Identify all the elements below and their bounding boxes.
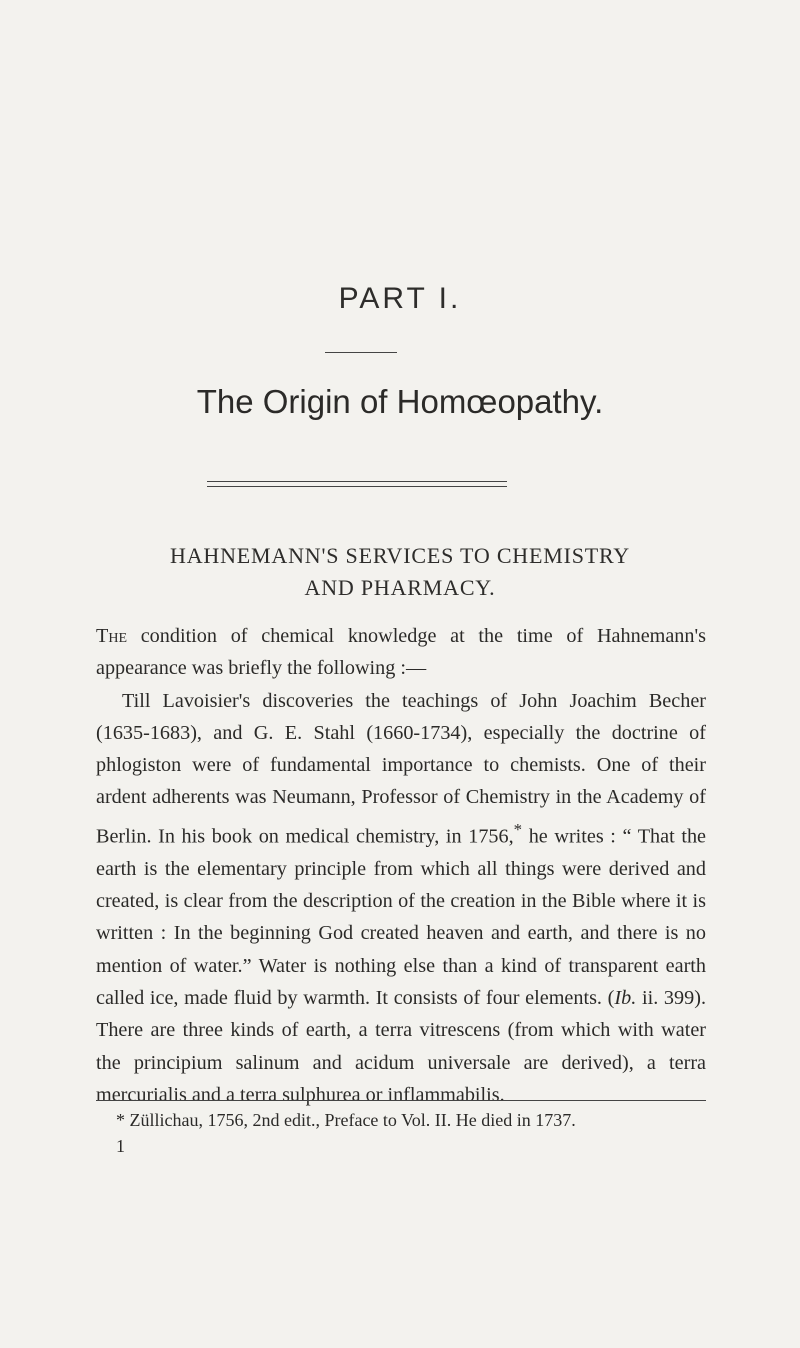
opening-word: The xyxy=(96,625,127,647)
ibid-reference: Ib. xyxy=(614,987,637,1009)
paragraph-main-part2: he writes : “ That the earth is the elementary principle from which all things were derived and created, is clear from the description of the creation in the Bible where it is written : In the beginning God created heaven and earth, and there is no mention of water.” Water is nothing else than a kind of transparent earth called ice, made fluid by warmth. It consists of four elements. ( xyxy=(96,825,706,1009)
footnote: * Züllichau, 1756, 2nd edit., Preface to Vol. II. He died in 1737. xyxy=(116,1110,576,1130)
footnote-rule xyxy=(96,1100,706,1101)
section-heading-line2: AND PHARMACY. xyxy=(304,575,496,600)
paragraph-main xyxy=(96,685,706,1112)
part-heading: PART I. xyxy=(338,282,462,315)
footnote-mark: * xyxy=(513,819,523,839)
paragraph-main-part1: Till Lavoisier's discoveries the teachings of John Joachim Becher (1635-1683), and G. E. Stahl (1660-1734), especially the doctrine of phlogiston were of fundamental importance to chemists. One of their ardent adherents was Neumann, Professor of Chemistry in the Academy of Berlin. In his book on medical chemistry, in 1756, xyxy=(96,689,706,848)
signature-mark: 1 xyxy=(116,1136,125,1156)
double-rule xyxy=(207,481,507,487)
section-heading xyxy=(0,540,800,604)
chapter-title: The Origin of Homœopathy. xyxy=(196,383,604,420)
body-text xyxy=(96,620,706,1111)
paragraph-intro-text: condition of chemical knowledge at the time of Hahnemann's appearance was briefly the following :— xyxy=(96,625,706,680)
paragraph-intro xyxy=(96,620,706,685)
section-heading-line1: HAHNEMANN'S SERVICES TO CHEMISTRY xyxy=(170,543,630,568)
paragraph-main-part3: ii. 399). There are three kinds of earth, a terra vitrescens (from which with water the principium salinum and acidum universale are derived), a terra mercurialis and a terra sulphurea or inflammabilis. xyxy=(96,987,706,1106)
short-rule xyxy=(325,352,397,353)
